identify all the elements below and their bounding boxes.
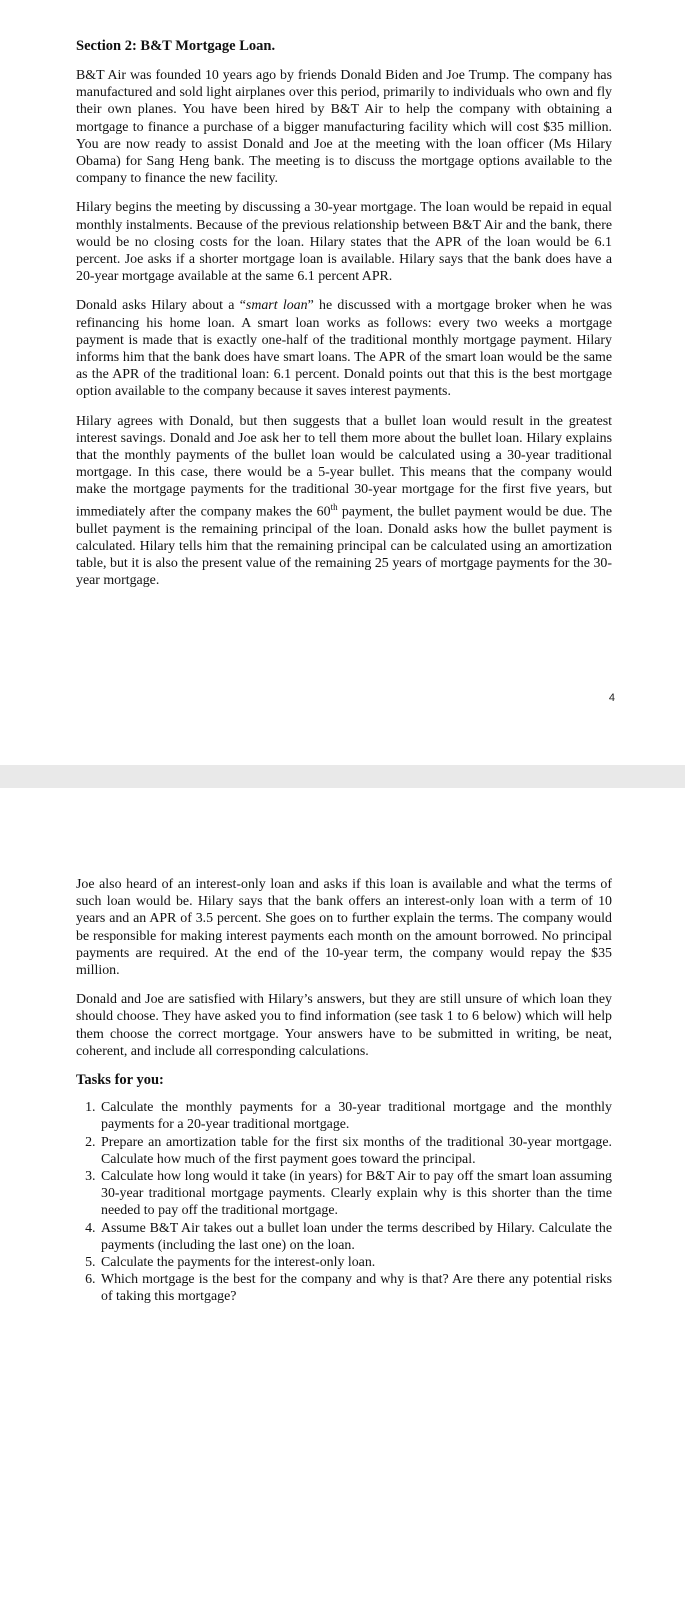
- paragraph-30-year-mortgage: Hilary begins the meeting by discussing a 30-year mortgage. The loan would be repaid in equal monthly instalments. Because of the previous relationship between B&T Air and the bank, there would be no closing costs for the loan. Hilary states that the APR of the loan would be 6.1 percent. Joe asks if a shorter mortgage loan is available. Hilary says that the bank does have a 20-year mortgage available at the same 6.1 percent APR.: [76, 200, 612, 285]
- page-number: 4: [608, 692, 615, 704]
- paragraph-intro: B&T Air was founded 10 years ago by friends Donald Biden and Joe Trump. The company has manufactured and sold light airplanes over this period, primarily to individuals who own and fly their own planes. You have been hired by B&T Air to help the company with obtaining a mortgage to finance a purchase of a bigger manufacturing facility which will cost $35 million. You are now ready to assist Donald and Joe at the meeting with the loan officer (Ms Hilary Obama) for Sang Heng bank. The meeting is to discuss the mortgage options available to the company to finance the new facility.: [76, 68, 612, 187]
- section-heading: Section 2: B&T Mortgage Loan.: [76, 38, 276, 54]
- paragraph-choose-loan: Donald and Joe are satisfied with Hilary’s answers, but they are still unsure of which loan they should choose. They have asked you to find information (see task 1 to 6 below) which will help them choose the correct mortgage. Your answers have to be submitted in writing, be neat, coherent, and include all corresponding calculations.: [76, 992, 612, 1059]
- page-1-content: [76, 37, 612, 601]
- tasks-list: [76, 1099, 612, 1305]
- document-page-2: [0, 788, 685, 1600]
- task-item-4: 4. Assume B&T Air takes out a bullet loan under the terms described by Hilary. Calculate the payments (including the last one) on the loan.: [99, 1220, 612, 1254]
- bullet-loan-text-end: payment, the bullet payment would be due. The bullet payment is the remaining principal of the loan. Donald asks how the bullet payment is calculated. Hilary tells him that the remaining principal can be calculated using an amortization table, but it is also the present value of the remaining 25 years of mortgage payments for the 30-year mortgage.: [76, 504, 612, 589]
- page-separator: [0, 765, 685, 788]
- ordinal-suffix: th: [330, 501, 338, 512]
- document-page-1: [0, 0, 685, 765]
- paragraph-smart-loan: [76, 297, 612, 400]
- paragraph-interest-only-loan: Joe also heard of an interest-only loan and asks if this loan is available and what the terms of such loan would be. Hilary says that the bank offers an interest-only loan with a term of 10 years and an APR of 3.5 percent. She goes on to further explain the terms. The company would be responsible for making interest payments each month on the amount borrowed. No principal payments are required. At the end of the 10-year term, the company would repay the $35 million.: [76, 877, 612, 979]
- tasks-heading: Tasks for you:: [76, 1072, 164, 1089]
- task-item-3: 3. Calculate how long would it take (in years) for B&T Air to pay off the smart loan assuming 30-year traditional mortgage payments. Clearly explain why is this shorter than the time needed to pay off the traditional mortgage.: [99, 1168, 612, 1220]
- task-item-2: 2. Prepare an amortization table for the first six months of the traditional 30-year mortgage. Calculate how much of the first payment goes toward the principal.: [99, 1134, 612, 1168]
- smart-loan-text-start: Donald asks Hilary about a “: [76, 298, 246, 314]
- smart-loan-term: smart loan: [245, 298, 308, 314]
- bullet-loan-text-start: Hilary agrees with Donald, but then suggests that a bullet loan would result in the greatest interest savings. Donald and Joe ask her to tell them more about the bullet loan. Hilary explains that the monthly payments of the bullet loan would be calculated using a 30-year traditional mortgage. In this case, there would be a 5-year bullet. This means that the company would make the mortgage payments for the traditional 30-year mortgage for the first five years, but immediately after the company makes the 60: [76, 413, 612, 520]
- page-2-content: [76, 876, 612, 1306]
- task-item-5: 5. Calculate the payments for the interest-only loan.: [99, 1254, 612, 1271]
- task-item-1: 1. Calculate the monthly payments for a 30-year traditional mortgage and the monthly payments for a 20-year traditional mortgage.: [99, 1099, 612, 1133]
- paragraph-bullet-loan: [76, 413, 612, 590]
- task-item-6: 6. Which mortgage is the best for the company and why is that? Are there any potential risks of taking this mortgage?: [99, 1271, 612, 1305]
- smart-loan-text-end: ” he discussed with a mortgage broker when he was refinancing his home loan. A smart loan works as follows: every two weeks a mortgage payment is made that is exactly one-half of the traditional monthly mortgage payment. Hilary informs him that the bank does have smart loans. The APR of the smart loan would be the same as the APR of the traditional loan: 6.1 percent. Donald points out that this is the best mortgage option available to the company because it saves interest payments.: [76, 298, 612, 400]
